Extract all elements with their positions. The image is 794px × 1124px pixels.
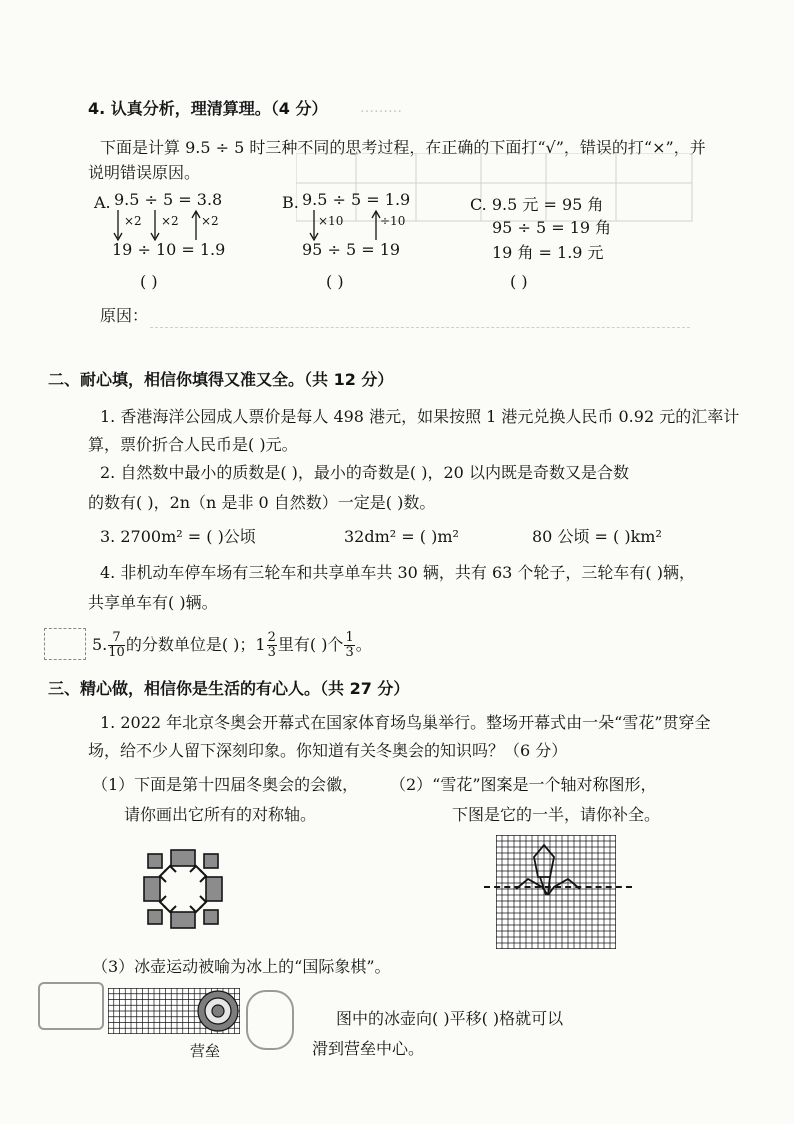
s3-q1-line1: 1. 2022 年北京冬奥会开幕式在国家体育场鸟巢举行。整场开幕式由一朵“雪花”贯穿全 — [100, 713, 711, 732]
s2-q3-part-b[interactable]: 32dm² = ( )m² — [344, 527, 459, 546]
option-a-label: A. — [94, 193, 111, 212]
s2-q1-line1: 1. 香港海洋公园成人票价是每人 498 港元，如果按照 1 港元兑换人民币 0.92 元的汇率计 — [100, 407, 740, 426]
fraction-1-3: $\frac{1}{3}$ — [345, 630, 354, 660]
s2-q4-line2[interactable]: 共享单车有( )辆。 — [88, 593, 218, 612]
option-b-answer[interactable]: ( ) — [326, 272, 344, 291]
curling-question-line2: 滑到营垒中心。 — [312, 1039, 425, 1058]
s3-part2-line2: 下图是它的一半，请你补全。 — [452, 805, 661, 824]
option-c-answer[interactable]: ( ) — [510, 272, 528, 291]
q4-desc-line2: 说明错误原因。 — [88, 163, 201, 182]
camp-label: 营垒 — [190, 1042, 221, 1060]
s2-q2-line2[interactable]: 的数有( )，2n（n 是非 0 自然数）一定是( )数。 — [88, 493, 436, 512]
option-a-x2-c: ×2 — [201, 214, 219, 228]
s3-part3-line: （3）冰壶运动被喻为冰上的“国际象棋”。 — [92, 957, 391, 976]
option-a-top: 9.5 ÷ 5 = 3.8 — [114, 190, 223, 209]
score-box — [44, 628, 86, 660]
s2-q3-part-c[interactable]: 80 公顷 = ( )km² — [532, 527, 662, 546]
s3-part1-line1: （1）下面是第十四届冬奥会的会徽， — [92, 775, 359, 794]
s2-q5-number: 5. — [92, 635, 108, 654]
s2-q4-line1[interactable]: 4. 非机动车停车场有三轮车和共享单车共 30 辆，共有 63 个轮子，三轮车有( )辆， — [100, 563, 695, 582]
q4-title: 4. 认真分析，理清算理。（4 分） — [88, 99, 328, 118]
stamp-left — [38, 982, 104, 1030]
q4-desc-line1: 下面是计算 9.5 ÷ 5 时三种不同的思考过程，在正确的下面打“√”，错误的打“×”，并 — [100, 138, 706, 157]
symmetry-axis-line — [484, 886, 632, 888]
fraction-2-3: $\frac{2}{3}$ — [267, 630, 276, 660]
s2-q5-mid[interactable]: 的分数单位是( )；1 — [125, 635, 266, 654]
s2-q2-line1[interactable]: 2. 自然数中最小的质数是( )，最小的奇数是( )，20 以内既是奇数又是合数 — [100, 463, 629, 482]
option-a-answer[interactable]: ( ) — [140, 272, 158, 291]
option-b-label: B. — [282, 193, 299, 212]
section2-title: 二、耐心填，相信你填得又准又全。（共 12 分） — [48, 370, 394, 389]
section3-title: 三、精心做，相信你是生活的有心人。（共 27 分） — [48, 679, 410, 698]
reason-answer-line[interactable] — [150, 326, 690, 328]
curling-grid[interactable] — [108, 988, 240, 1034]
snowflake-half-grid[interactable] — [496, 835, 616, 949]
s3-part1-line2: 请你画出它所有的对称轴。 — [124, 805, 317, 824]
option-b-top: 9.5 ÷ 5 = 1.9 — [302, 190, 411, 209]
curling-question-line1[interactable]: 图中的冰壶向( )平移( )格就可以 — [336, 1009, 564, 1028]
s2-q5-mid2[interactable]: 里有( )个 — [277, 635, 344, 654]
option-b-bottom: 95 ÷ 5 = 19 — [302, 240, 401, 259]
option-c-line3: 19 角 = 1.9 元 — [492, 243, 604, 262]
bleed-through-text: ……… — [360, 100, 402, 116]
option-a-bottom: 19 ÷ 10 = 1.9 — [112, 240, 226, 259]
s2-q3-part-a[interactable]: 3. 2700m² = ( )公顷 — [100, 527, 256, 546]
option-a-x2-b: ×2 — [161, 214, 179, 228]
reason-label: 原因： — [100, 306, 149, 325]
s2-q1-line2[interactable]: 算，票价折合人民币是( )元。 — [88, 435, 298, 454]
stamp-right — [246, 990, 294, 1050]
curling-house-target — [198, 991, 238, 1031]
winter-olympics-emblem[interactable] — [140, 846, 226, 932]
option-b-d10: ÷10 — [380, 214, 406, 228]
s3-part2-line1: （2）“雪花”图案是一个轴对称图形， — [390, 775, 657, 794]
option-b-x10: ×10 — [318, 214, 344, 228]
fraction-7-10: $\frac{7}{10}$ — [108, 630, 125, 660]
option-a-x2-a: ×2 — [124, 214, 142, 228]
option-c-line2: 95 ÷ 5 = 19 角 — [492, 218, 612, 237]
option-c-line1: C. 9.5 元 = 95 角 — [470, 195, 604, 214]
s3-q1-line2: 场，给不少人留下深刻印象。你知道有关冬奥会的知识吗？（6 分） — [88, 741, 568, 760]
s2-q5-end: 。 — [355, 635, 372, 654]
s2-q5-line[interactable] — [92, 630, 372, 660]
